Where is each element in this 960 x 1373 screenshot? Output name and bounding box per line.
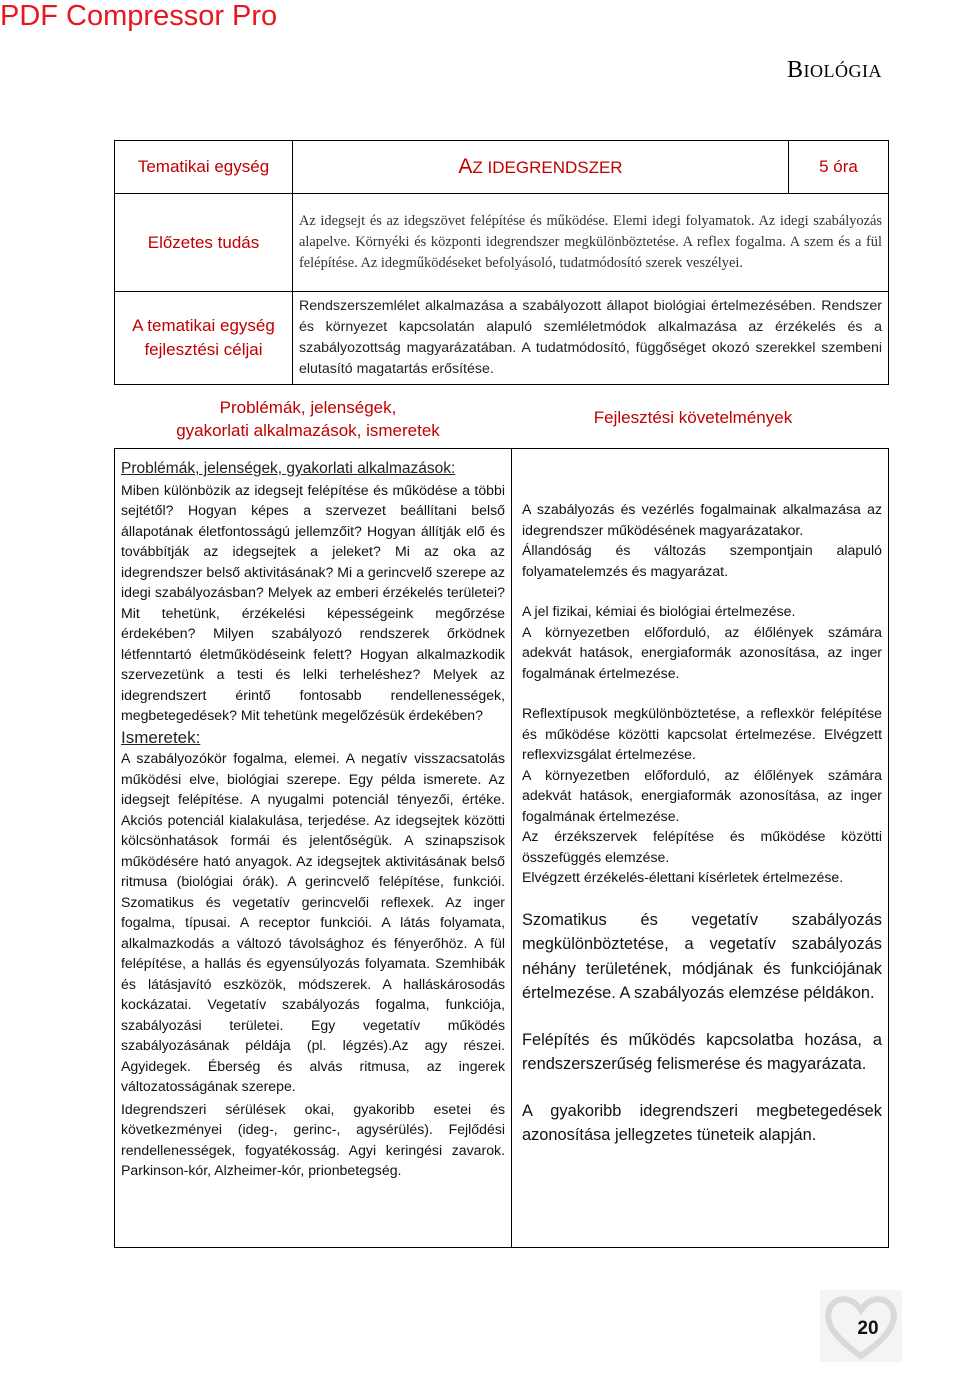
right-column: [512, 449, 889, 1248]
content-table: [114, 448, 889, 1248]
subject-heading: BIOLÓGIA: [787, 57, 882, 83]
topic-hours: 5 óra: [789, 141, 889, 194]
req-somatic-vegetative: Szomatikus és vegetatív szabályozás megkülönböztetése, a vegetatív szabályozás néhány területének, módjának és funkciójának értelmezése. A szabályozás elemzése példákon.: [522, 910, 882, 1002]
problems-title: Problémák, jelenségek, gyakorlati alkalmazások:: [121, 460, 456, 477]
req-stimulus-2: A környezetben előforduló, az élőlények számára adekvát hatások, energiaformák azonosítása, az inger fogalmának értelmezése.: [522, 766, 882, 824]
goals-text: Rendszerszemlélet alkalmazása a szabályozott állapot biológiai értelmezésében. Rendszer és környezet kapcsolatán alapuló szemléletmódok alkalmazása az érzékelés és a szabályozottság magyarázatában. A tudatmódosító, függőséget okozó szerekkel szembeni elutasító magatartás erősítése.: [293, 292, 889, 385]
prior-knowledge-text: Az idegsejt és az idegszövet felépítése és működése. Elemi idegi folyamatok. Az idegi szabályozás alapelve. Környéki és központi idegrendszer megkülönböztetése. A reflex fogalma. A szem és a fül felépítése. Az idegműködéseket befolyásoló, tudatmódosító szerek veszélyei.: [293, 194, 889, 292]
topic-table: [114, 140, 889, 385]
req-stimulus: A környezetben előforduló, az élőlények számára adekvát hatások, energiaformák azonosítása, az inger fogalmának értelmezése.: [522, 623, 882, 681]
req-regulation: A szabályozás és vezérlés fogalmainak alkalmazása az idegrendszer működésének magyarázatakor.: [522, 501, 882, 538]
knowledge-text: A szabályozókör fogalma, elemei. A negatív visszacsatolás működési elve, biológiai szerepe. Egy példa ismerete. Az idegsejt felépítése. A nyugalmi potenciál tényezői, értéke. Akciós potenciál kialakulása, terjedése. Az idegsejtek közötti kölcsönhatások formái és jelentőségük. A szinapszisok működésére ható anyagok. Az idegsejtek aktivitásának belső ritmusa (biológiai órák). A gerincvelő felépítése, funkciói. Szomatikus és vegetatív gerincvelői reflexek. Az inger fogalma, típusai. A receptor funkciói. A látás folyamata, alkalmazkodás a változó távolsághoz és fényerőhöz. A fül felépítése, a hallás és egyensúlyozás folyamata. Szemhibák és látásjavító eszközök, módszerek. A halláskárosodás kockázatai. Vegetatív szabályozás fogalma, funkciója, szabályozási területei. Egy vegetatív működés szabályozásának példája (pl. légzés).Az agy részei. Agyidegek. Éberség és alvás ritmusa, az ingerek változatosságának szerepe.: [121, 750, 505, 1094]
topic-title: AZ IDEGRENDSZER: [293, 141, 789, 194]
req-sense-organs: Az érzékszervek felépítése és működése közötti összefüggés elemzése.: [522, 828, 882, 865]
goals-label: A tematikai egység fejlesztési céljai: [115, 292, 293, 385]
prior-knowledge-label: Előzetes tudás: [115, 194, 293, 292]
right-column-heading: Fejlesztési követelmények: [593, 408, 793, 427]
watermark-text: PDF Compressor Pro: [0, 0, 278, 32]
req-experiments: Elvégzett érzékelés-élettani kísérletek értelmezése.: [522, 869, 844, 885]
req-diseases: A gyakoribb idegrendszeri megbetegedések azonosítása jellegzetes tüneteik alapján.: [522, 1101, 882, 1144]
left-column: [115, 449, 512, 1248]
page-number: 20: [857, 1318, 879, 1339]
topic-unit-label: Tematikai egység: [115, 141, 293, 194]
req-structure-function: Felépítés és működés kapcsolatba hozása, a rendszerszerűség felismerése és magyarázata.: [522, 1030, 882, 1073]
req-constancy: Állandóság és változás szempontjain alapuló folyamatelemzés és magyarázat.: [522, 542, 882, 579]
left-column-heading: Problémák, jelenségek, gyakorlati alkalmazások, ismeretek: [176, 398, 440, 440]
req-signal: A jel fizikai, kémiai és biológiai értelmezése.: [522, 603, 796, 619]
problems-text: Miben különbözik az idegsejt felépítése és működése a többi sejtétől? Hogyan képes a szervezet beállítani belső állapotának életfontosságú jellemzőit? Hogyan állítják elő és továbbítják az idegsejtek a jeleket? Mi az oka az idegrendszer belső aktivitásának? Mi a gerincvelő szerepe az idegi szabályozásban? Melyek az emberi érzékelés területei? Mit tehetünk, érzékelési képességeink megőrzése érdekében? Milyen szabályozó rendszerek őrködnek létfenntartó életműködéseink felett? Hogyan alkalmazkodik szervezetünk a testi és lelki terheléshez? Melyek az idegrendszert érintő fontosabb rendellenességek, megbetegedések? Mit tehetünk megelőzésük érdekében?: [121, 481, 505, 723]
req-reflex: Reflextípusok megkülönböztetése, a reflexkör felépítése és működése közötti kapcsolat értelmezése. Elvégzett reflexvizsgálat értelmezése.: [522, 705, 882, 762]
knowledge-title: Ismeretek:: [121, 727, 201, 747]
injuries-text: Idegrendszeri sérülések okai, gyakoribb esetei és következményei (ideg-, gerinc-, agysérülés). Fejlődési rendellenességek, fogyatékosság. Agyi keringési zavarok. Parkinson-kór, Alzheimer-kór, prionbetegség.: [121, 1100, 505, 1178]
